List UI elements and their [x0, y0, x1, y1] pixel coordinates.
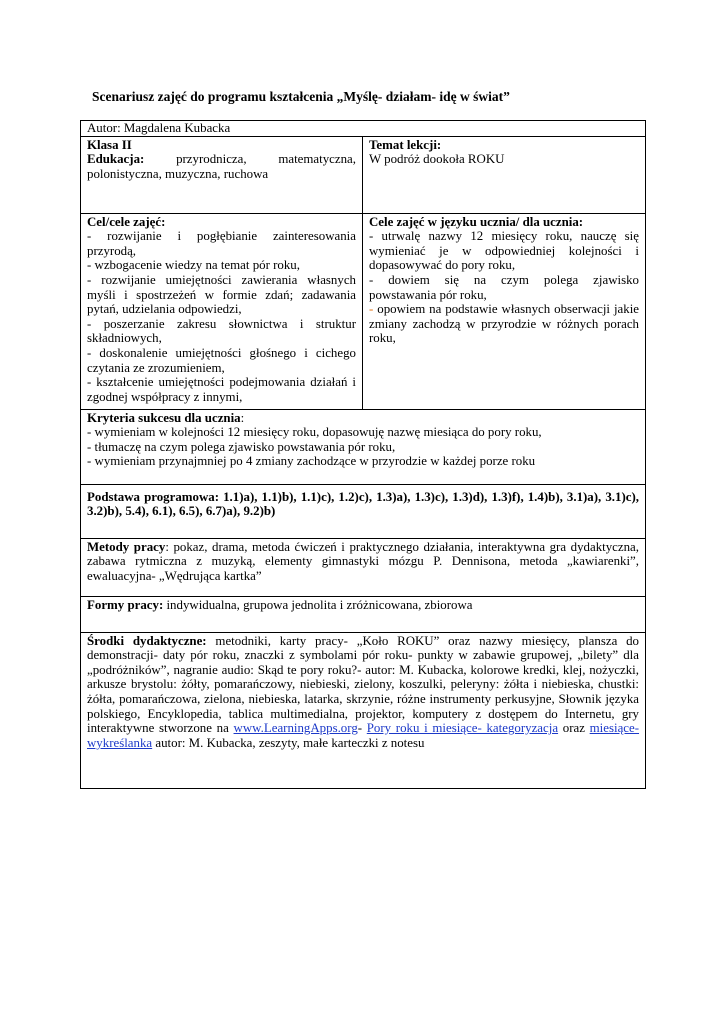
resources-end: autor: M. Kubacka, zeszyty, małe karteczki z notesu	[152, 735, 425, 750]
resources-cell	[81, 632, 646, 788]
topic-value: W podróż dookoła ROKU	[369, 152, 505, 167]
goal-item: - poszerzanie zakresu słownictwa i struktur składniowych,	[87, 316, 356, 346]
criteria-item: - tłumaczę na czym polega zjawisko powstawania pór roku,	[87, 439, 396, 454]
class-label: Klasa II	[87, 137, 132, 152]
goal-item: - wzbogacenie wiedzy na temat pór roku,	[87, 258, 300, 273]
methods-cell	[81, 538, 646, 596]
curriculum-text: Podstawa programowa: 1.1)a), 1.1)b), 1.1)c), 1.2)c), 1.3)a), 1.3)c), 1.3)d), 1.3)f), 1.4)b), 3.1)a), 3.1)c), 3.2)b), 5.4), 6.1), 6.5), 6.7)a), 9.2)b)	[87, 489, 639, 519]
goal-item: - doskonalenie umiejętności głośnego i cichego czytania ze zrozumieniem,	[87, 345, 356, 375]
student-goal-item: - utrwalę nazwy 12 miesięcy roku, nauczę się wymieniać je w odpowiedniej kolejności i dopasowywać do pory roku,	[369, 229, 639, 273]
goal-item: - rozwijanie i pogłębianie zainteresowania przyrodą,	[87, 229, 356, 258]
student-goals-label: Cele zajęć w języku ucznia/ dla ucznia:	[369, 214, 584, 229]
student-goal-dash: -	[369, 302, 374, 317]
student-goal-item	[369, 302, 639, 346]
criteria-item: - wymieniam przynajmniej po 4 zmiany zachodzące w przyrodzie w każdej porze roku	[87, 454, 536, 469]
student-goals-cell	[363, 213, 646, 409]
student-goal-item: - dowiem się na czym polega zjawisko powstawania pór roku,	[369, 272, 639, 302]
goals-label: Cel/cele zajęć:	[87, 214, 166, 229]
seasons-categorization-link[interactable]: Pory roku i miesiące- kategoryzacja	[366, 721, 559, 736]
goals-cell	[81, 213, 363, 409]
criteria-heading	[87, 411, 639, 426]
link-separator: -	[357, 721, 367, 736]
goal-item: - kształcenie umiejętności podejmowania działań i zgodnej współpracy z innymi,	[87, 375, 356, 404]
methods-label: Metody pracy	[87, 539, 166, 554]
goal-item: - rozwijanie umiejętności zawierania własnych myśli i spostrzeżeń w formie zdań; zadawania pytań, udzielania odpowiedzi,	[87, 272, 356, 317]
lesson-table	[80, 120, 646, 789]
class-cell	[81, 136, 363, 213]
author-cell: Autor: Magdalena Kubacka	[81, 121, 646, 137]
topic-cell	[363, 136, 646, 213]
resources-text: metodniki, karty pracy- „Koło ROKU” oraz nazwy miesięcy, plansza do demonstracji- daty pór roku, znaczki z symbolami pór roku- punkty w zabawie grupowej, „bilety” dla „podróżników”, nagranie audio: Skąd te pory roku?- autor: M. Kubacka, kolorowe kredki, klej, nożyczki, arkusze brystolu: żółty, pomarańczowy, niebieski, zielony, koszulki, peleryny: żółta i niebieska, chustki: żółta, pomarańczowa, zielona, niebieska, latarka, skrzynie, różne instrumenty perkusyjne, Słownik języka polskiego, Encyklopedia, tablica multimedialna, projektor, komputery z dostępem do Internetu, gry interaktywne stworzone na	[87, 633, 639, 736]
curriculum-cell	[81, 484, 646, 538]
page-title: Scenariusz zajęć do programu kształcenia „Myślę- działam- idę w świat”	[92, 89, 510, 104]
forms-cell	[81, 596, 646, 632]
education-text	[87, 152, 356, 181]
criteria-cell	[81, 409, 646, 484]
criteria-label: Kryteria sukcesu dla ucznia	[87, 410, 241, 425]
topic-label: Temat lekcji:	[369, 137, 442, 152]
resources-label: Środki dydaktyczne:	[87, 633, 207, 648]
education-label: Edukacja:	[87, 152, 145, 167]
education-value: przyrodnicza, matematyczna, polonistyczna, muzyczna, ruchowa	[87, 152, 356, 181]
months-wordsearch-link[interactable]: miesiące-wykreślanka	[87, 721, 640, 750]
criteria-colon: :	[240, 410, 245, 425]
methods-value: : pokaz, drama, metoda ćwiczeń i praktycznego działania, interaktywna gra dydaktyczna, zabawa rytmiczna z muzyką, elementy gimnastyki mózgu P. Dennisona, metoda „kawiarenki”, ewaluacyjna- „Wędrująca kartka”	[87, 539, 639, 583]
oraz-text: oraz	[558, 721, 590, 736]
student-goal-text: opowiem na podstawie własnych obserwacji jakie zmiany zachodzą w przyrodzie w różnych porach roku,	[369, 302, 639, 346]
forms-value: indywidualna, grupowa jednolita i zróżnicowana, zbiorowa	[163, 597, 473, 612]
learningapps-link[interactable]: www.LearningApps.org	[233, 721, 358, 736]
criteria-item: - wymieniam w kolejności 12 miesięcy roku, dopasowuję nazwę miesiąca do pory roku,	[87, 425, 542, 440]
forms-label: Formy pracy:	[87, 597, 164, 612]
